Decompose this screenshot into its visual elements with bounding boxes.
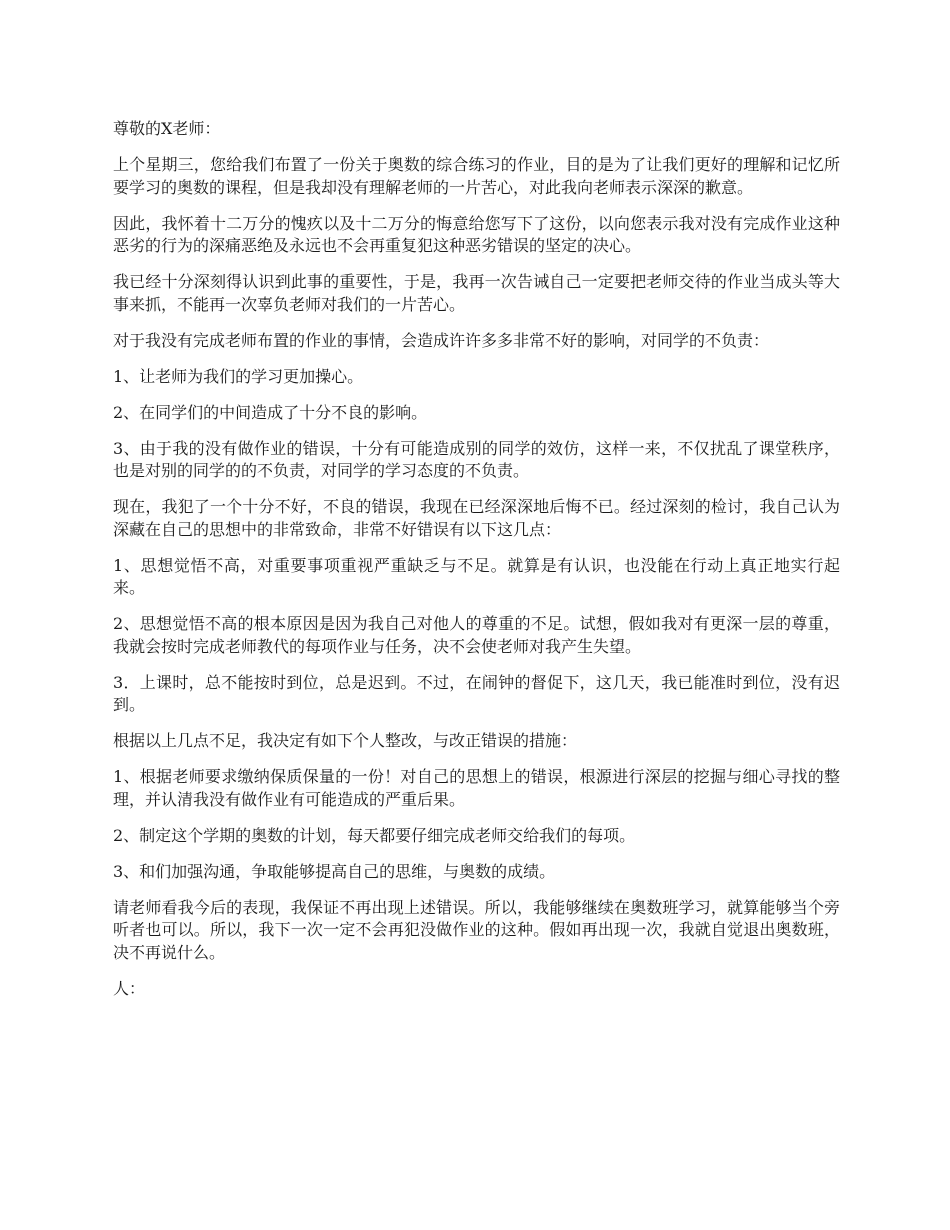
signature: 人：	[113, 978, 146, 998]
paragraph: 因此，我怀着十二万分的愧疚以及十二万分的悔意给您写下了这份，以向您表示我对没有完成作业这种恶劣的行为的深痛恶绝及永远也不会再重复犯这种恶劣错误的坚定的决心。	[113, 213, 840, 255]
list-item: 1、根据老师要求缴纳保质保量的一份！对自己的思想上的错误，根源进行深层的挖掘与细心寻找的整理，并认清我没有做作业有可能造成的严重后果。	[113, 767, 840, 809]
list-item: 1、思想觉悟不高，对重要事项重视严重缺乏与不足。就算是有认识，也没能在行动上真正地实行起来。	[113, 555, 840, 597]
list-item: 2、在同学们的中间造成了十分不良的影响。	[113, 402, 428, 422]
paragraph: 根据以上几点不足，我决定有如下个人整改，与改正错误的措施：	[113, 731, 578, 750]
list-item: 3、由于我的没有做作业的错误，十分有可能造成别的同学的效仿，这样一来，不仅扰乱了课堂秩序，也是对别的同学的的不负责，对同学的学习态度的不负责。	[113, 438, 840, 480]
salutation: 尊敬的X老师：	[113, 119, 221, 138]
paragraph: 现在，我犯了一个十分不好，不良的错误，我现在已经深深地后悔不已。经过深刻的检讨，我自己认为深藏在自己的思想中的非常致命，非常不好错误有以下这几点：	[113, 497, 840, 539]
list-item: 3．上课时，总不能按时到位，总是迟到。不过，在闹钟的督促下，这几天，我已能准时到位，没有迟到。	[113, 672, 840, 714]
paragraph: 我已经十分深刻得认识到此事的重要性，于是，我再一次告诫自己一定要把老师交待的作业当成头等大事来抓，不能再一次辜负老师对我们的一片苦心。	[113, 272, 840, 314]
paragraph: 对于我没有完成老师布置的作业的事情，会造成许许多多非常不好的影响，对同学的不负责：	[113, 330, 770, 350]
paragraph: 请老师看我今后的表现，我保证不再出现上述错误。所以，我能够继续在奥数班学习，就算能够当个旁听者也可以。所以，我下一次一定不会再犯没做作业的这种。假如再出现一次，我就自觉退出奥数班，决不再说什么。	[113, 897, 840, 962]
list-item: 1、让老师为我们的学习更加操心。	[113, 366, 364, 386]
list-item: 2、思想觉悟不高的根本原因是因为我自己对他人的尊重的不足。试想，假如我对有更深一层的尊重，我就会按时完成老师教代的每项作业与任务，决不会使老师对我产生失望。	[113, 614, 840, 656]
list-item: 2、制定这个学期的奥数的计划，每天都要仔细完成老师交给我们的每项。	[113, 825, 636, 845]
list-item: 3、和们加强沟通，争取能够提高自己的思维，与奥数的成绩。	[113, 861, 556, 881]
paragraph: 上个星期三，您给我们布置了一份关于奥数的综合练习的作业，目的是为了让我们更好的理解和记忆所要学习的奥数的课程，但是我却没有理解老师的一片苦心，对此我向老师表示深深的歉意。	[113, 155, 840, 197]
document-page	[113, 118, 840, 1014]
